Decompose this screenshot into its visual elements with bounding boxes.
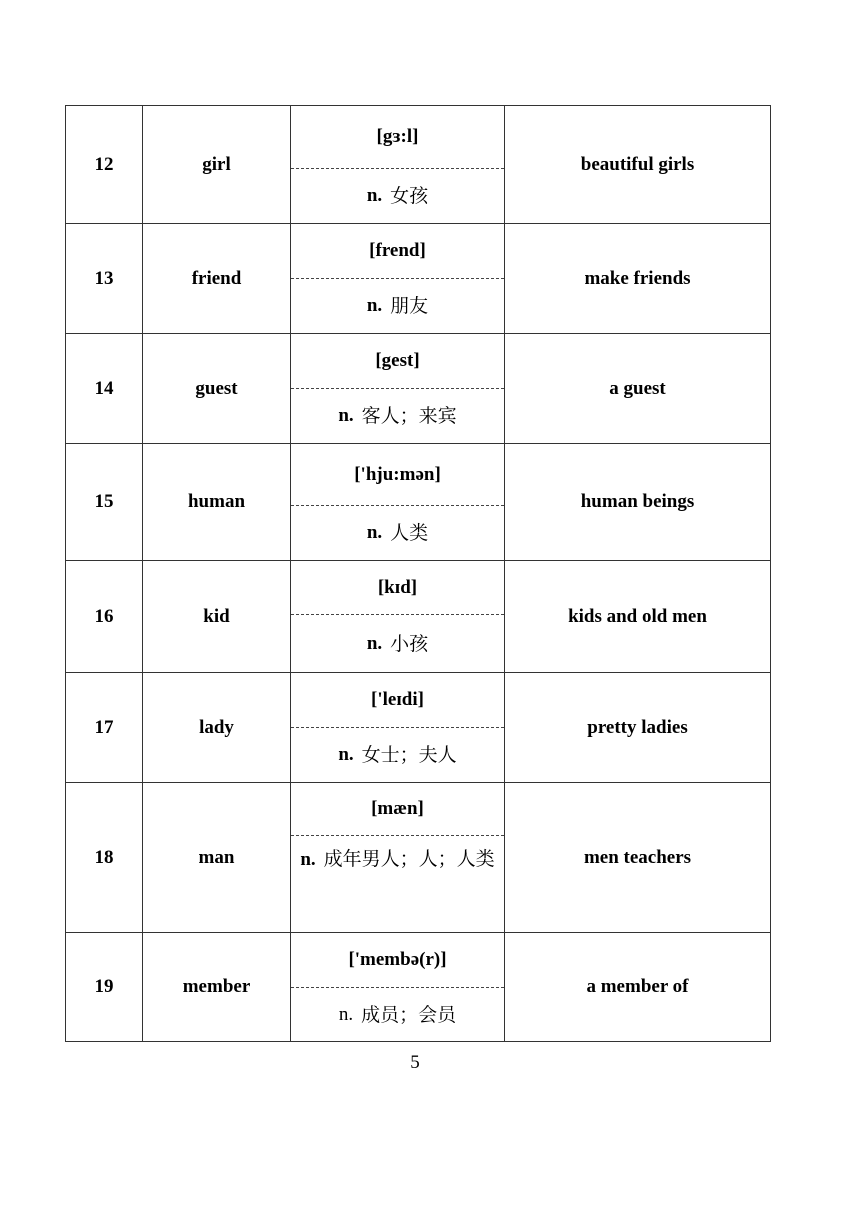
entry-word: girl	[143, 106, 291, 224]
entry-word: kid	[143, 561, 291, 673]
chinese-meaning: 女士；夫人	[361, 744, 457, 766]
entry-phonetic: ['membə(r)]	[291, 933, 504, 988]
entry-number: 14	[66, 334, 143, 444]
entry-meaning	[291, 389, 504, 443]
entry-phrase: make friends	[505, 224, 771, 334]
table-row	[66, 673, 771, 783]
entry-number: 19	[66, 933, 143, 1042]
entry-meaning	[291, 728, 504, 782]
entry-definition	[291, 106, 505, 224]
chinese-meaning: 客人；来宾	[361, 405, 457, 427]
vocabulary-table	[65, 105, 771, 1042]
part-of-speech: n.	[338, 744, 354, 765]
entry-phrase: kids and old men	[505, 561, 771, 673]
entry-meaning	[291, 169, 504, 223]
entry-word: human	[143, 444, 291, 561]
table-row	[66, 334, 771, 444]
entry-word: friend	[143, 224, 291, 334]
entry-phrase: pretty ladies	[505, 673, 771, 783]
chinese-meaning: 人类	[390, 522, 429, 544]
entry-definition	[291, 334, 505, 444]
entry-number: 18	[66, 783, 143, 933]
chinese-meaning: 朋友	[390, 295, 429, 317]
entry-number: 16	[66, 561, 143, 673]
entry-phrase: a guest	[505, 334, 771, 444]
entry-word: man	[143, 783, 291, 933]
part-of-speech: n.	[338, 405, 354, 426]
part-of-speech: n.	[300, 849, 316, 870]
part-of-speech: n.	[338, 1003, 354, 1025]
table-row	[66, 561, 771, 673]
chinese-meaning: 成员；会员	[361, 1003, 457, 1026]
entry-meaning	[291, 279, 504, 333]
entry-meaning	[291, 988, 504, 1041]
page-number: 5	[410, 1052, 420, 1073]
entry-word: lady	[143, 673, 291, 783]
table-row	[66, 783, 771, 933]
entry-phonetic: ['leɪdi]	[291, 673, 504, 728]
entry-definition	[291, 933, 505, 1042]
entry-phonetic: [gest]	[291, 334, 504, 389]
chinese-meaning: 小孩	[390, 632, 429, 655]
part-of-speech: n.	[366, 295, 383, 316]
entry-definition	[291, 561, 505, 673]
entry-phrase: a member of	[505, 933, 771, 1042]
entry-number: 12	[66, 106, 143, 224]
entry-meaning	[291, 836, 504, 932]
table-row	[66, 933, 771, 1042]
entry-phrase: beautiful girls	[505, 106, 771, 224]
entry-phrase: human beings	[505, 444, 771, 561]
chinese-meaning: 成年男人；人；人类	[323, 848, 495, 870]
entry-meaning	[291, 615, 504, 672]
table-row	[66, 224, 771, 334]
entry-definition	[291, 673, 505, 783]
entry-phonetic: [kɪd]	[291, 561, 504, 615]
entry-number: 15	[66, 444, 143, 561]
entry-phonetic: [gɜ:l]	[291, 106, 504, 169]
entry-word: guest	[143, 334, 291, 444]
entry-number: 17	[66, 673, 143, 783]
entry-phrase: men teachers	[505, 783, 771, 933]
entry-definition	[291, 783, 505, 933]
entry-definition	[291, 224, 505, 334]
chinese-meaning: 女孩	[390, 185, 429, 207]
table-row	[66, 444, 771, 561]
entry-definition	[291, 444, 505, 561]
entry-phonetic: [frend]	[291, 224, 504, 279]
table-row	[66, 106, 771, 224]
entry-number: 13	[66, 224, 143, 334]
part-of-speech: n.	[366, 522, 383, 543]
entry-phonetic: [mæn]	[291, 783, 504, 836]
entry-phonetic: ['hju:mən]	[291, 444, 504, 506]
entry-word: member	[143, 933, 291, 1042]
part-of-speech: n.	[366, 632, 383, 654]
part-of-speech: n.	[366, 185, 383, 206]
entry-meaning	[291, 506, 504, 560]
